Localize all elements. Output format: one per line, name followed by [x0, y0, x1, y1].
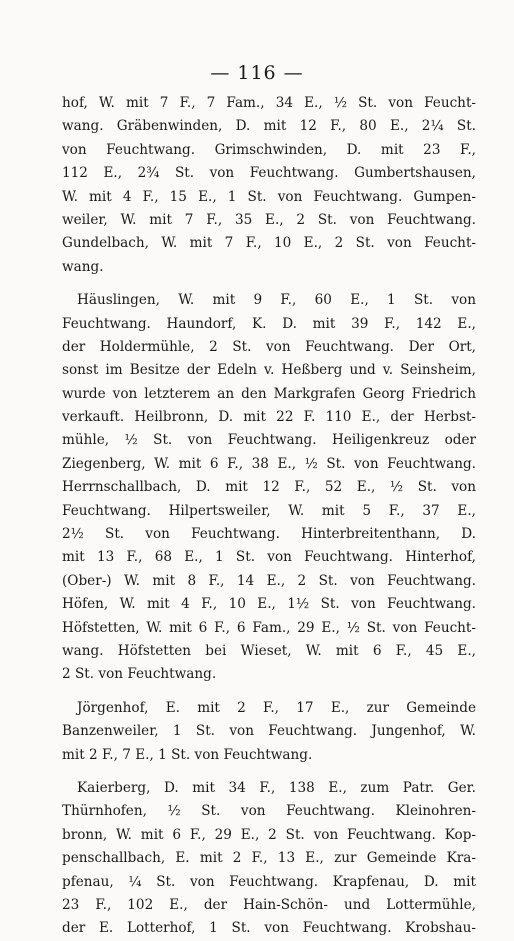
text-line: mühle, ½ St. von Feuchtwang. Heiligenkreuz oder [62, 432, 476, 449]
text-line: weiler, W. mit 7 F., 35 E., 2 St. von Feuchtwang. [62, 211, 476, 228]
text-line: 112 E., 2¾ St. von Feuchtwang. Gumbertshausen, [62, 165, 476, 182]
text-line: Häuslingen, W. mit 9 F., 60 E., 1 St. von [77, 292, 476, 309]
text-line: Feuchtwang. Haundorf, K. D. mit 39 F., 142 E., [62, 315, 476, 332]
page-body [62, 92, 476, 941]
text-line: pfenau, ¼ St. von Feuchtwang. Krapfenau, D. mit [62, 873, 476, 890]
text-line: penschallbach, E. mit 2 F., 13 E., zur Gemeinde Kra- [62, 850, 476, 867]
text-line: Höfstetten, W. mit 6 F., 6 Fam., 29 E., ½ St. von Feucht- [62, 619, 476, 636]
text-line: verkauft. Heilbronn, D. mit 22 F. 110 E., der Herbst- [62, 409, 476, 426]
text-line: wurde von letzterem an den Markgrafen Georg Friedrich [62, 385, 476, 402]
text-line: Banzenweiler, 1 St. von Feuchtwang. Jungenhof, W. [62, 723, 476, 740]
text-line: wang. Höfstetten bei Wieset, W. mit 6 F., 45 E., [62, 642, 476, 659]
text-line: 2 St. von Feuchtwang. [62, 666, 217, 683]
text-line: Jörgenhof, E. mit 2 F., 17 E., zur Gemeinde [77, 699, 476, 716]
paragraph-3 [62, 697, 476, 767]
text-line: bronn, W. mit 6 F., 29 E., 2 St. von Feuchtwang. Kop- [62, 826, 476, 843]
text-line: der E. Lotterhof, 1 St. von Feuchtwang. Krobshau- [62, 920, 476, 937]
text-line: 2½ St. von Feuchtwang. Hinterbreitenthann, D. [62, 526, 476, 543]
text-line: Höfen, W. mit 4 F., 10 E., 1½ St. von Feuchtwang. [62, 596, 476, 613]
text-line: Feuchtwang. Hilpertsweiler, W. mit 5 F., 37 E., [62, 502, 476, 519]
page-number: — 116 — [210, 62, 304, 84]
text-line: mit 2 F., 7 E., 1 St. von Feuchtwang. [62, 746, 313, 763]
text-line: von Feuchtwang. Grimschwinden, D. mit 23 F., [62, 141, 476, 158]
text-line: der Holdermühle, 2 St. von Feuchtwang. Der Ort, [62, 338, 476, 355]
text-line: Thürnhofen, ½ St. von Feuchtwang. Kleinohren- [62, 803, 476, 820]
text-line: 23 F., 102 E., der Hain-Schön- und Lottermühle, [62, 896, 476, 913]
paragraph-2 [62, 289, 476, 687]
text-line: wang. [62, 258, 104, 275]
text-line: hof, W. mit 7 F., 7 Fam., 34 E., ½ St. von Feucht- [62, 95, 476, 111]
text-line: Kaierberg, D. mit 34 F., 138 E., zum Patr. Ger. [77, 779, 476, 796]
text-line: Herrnschallbach, D. mit 12 F., 52 E., ½ St. von [62, 479, 476, 496]
text-line: sonst im Besitze der Edeln v. Heßberg und v. Seinsheim, [62, 362, 476, 379]
text-line: wang. Gräbenwinden, D. mit 12 F., 80 E., 2¼ St. [62, 118, 476, 135]
paragraph-4 [62, 777, 476, 941]
text-line: (Ober-) W. mit 8 F., 14 E., 2 St. von Feuchtwang. [62, 572, 476, 589]
paragraph-1 [62, 92, 476, 279]
text-line: W. mit 4 F., 15 E., 1 St. von Feuchtwang. Gumpen- [62, 188, 476, 205]
text-line: Ziegenberg, W. mit 6 F., 38 E., ½ St. von Feuchtwang. [62, 455, 476, 472]
text-line: mit 13 F., 68 E., 1 St. von Feuchtwang. Hinterhof, [62, 549, 476, 566]
text-line: Gundelbach, W. mit 7 F., 10 E., 2 St. von Feucht- [62, 235, 476, 252]
